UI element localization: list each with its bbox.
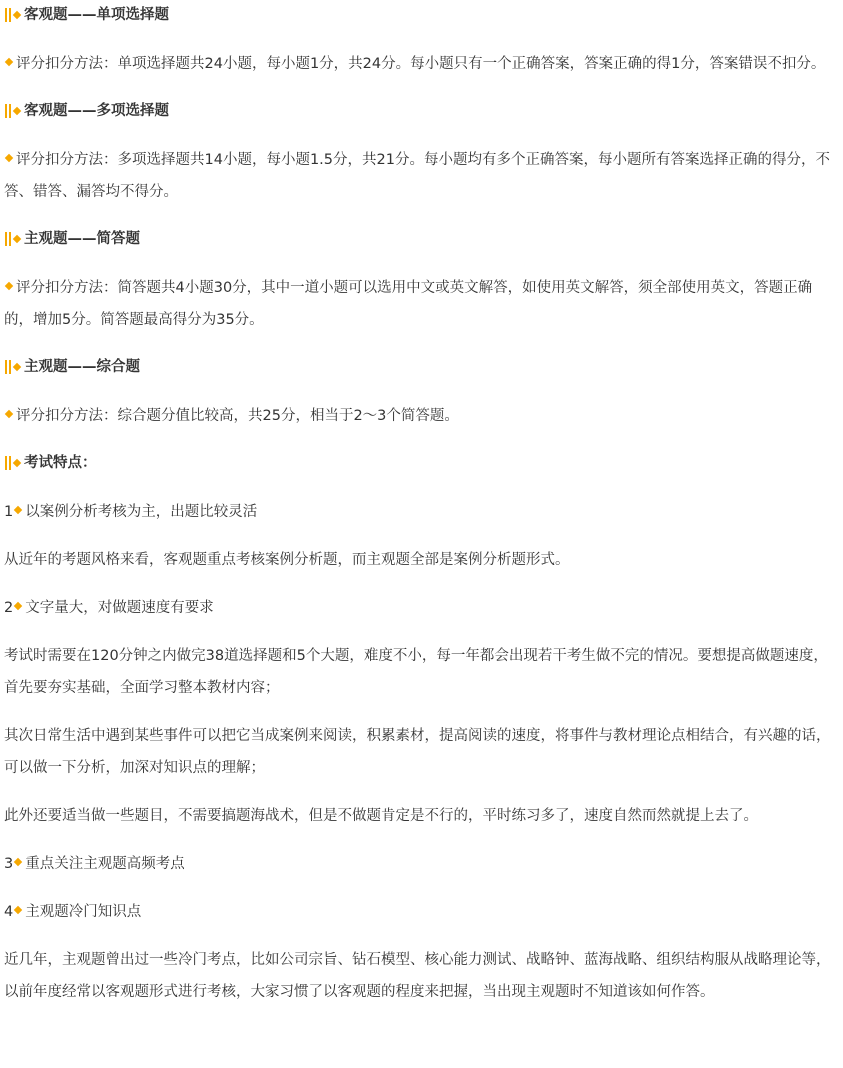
feature-title-text: 文字量大，对做题速度有要求 (25, 600, 214, 616)
heading-marker-icon (4, 455, 22, 471)
section-heading (4, 0, 839, 30)
diamond-bullet-icon (14, 858, 22, 866)
section-heading-text: 客观题——多项选择题 (24, 103, 169, 119)
section-heading-text: 客观题——单项选择题 (24, 7, 169, 23)
heading-marker-icon (4, 359, 22, 375)
feature-title-text: 重点关注主观题高频考点 (25, 856, 185, 872)
heading-marker-icon (4, 231, 22, 247)
section-heading-text: 主观题——综合题 (24, 359, 140, 375)
feature-number: 2 (4, 600, 14, 616)
section-paragraph (4, 272, 839, 336)
section-heading (4, 224, 839, 254)
features-heading-text: 考试特点： (24, 455, 97, 471)
section-heading-text: 主观题——简答题 (24, 231, 140, 247)
section-text: 评分扣分方法：多项选择题共14小题，每小题1.5分，共21分。每小题均有多个正确答案，每小题所有答案选择正确的得分，不答、错答、漏答均不得分。 (4, 152, 830, 200)
feature-title (4, 592, 839, 624)
diamond-bullet-icon (5, 154, 13, 162)
feature-number: 4 (4, 904, 14, 920)
feature-title-text: 以案例分析考核为主，出题比较灵活 (25, 504, 258, 520)
section-text: 评分扣分方法：简答题共4小题30分，其中一道小题可以选用中文或英文解答，如使用英文解答，须全部使用英文，答题正确的，增加5分。简答题最高得分为35分。 (4, 280, 813, 328)
diamond-bullet-icon (14, 602, 22, 610)
section-text: 评分扣分方法：综合题分值比较高，共25分，相当于2～3个简答题。 (16, 408, 459, 424)
diamond-bullet-icon (5, 58, 13, 66)
feature-title (4, 848, 839, 880)
feature-number: 3 (4, 856, 14, 872)
feature-paragraph: 考试时需要在120分钟之内做完38道选择题和5个大题，难度不小，每一年都会出现若干考生做不完的情况。要想提高做题速度，首先要夯实基础，全面学习整本教材内容； (4, 648, 828, 696)
diamond-bullet-icon (5, 410, 13, 418)
diamond-bullet-icon (5, 282, 13, 290)
feature-title-text: 主观题冷门知识点 (25, 904, 142, 920)
section-paragraph (4, 48, 839, 80)
section-heading (4, 96, 839, 126)
section-paragraph (4, 400, 839, 432)
section-heading (4, 352, 839, 382)
feature-paragraph: 此外还要适当做一些题目，不需要搞题海战术，但是不做题肯定是不行的，平时练习多了，速度自然而然就提上去了。 (4, 808, 758, 824)
diamond-bullet-icon (14, 506, 22, 514)
diamond-bullet-icon (14, 906, 22, 914)
feature-paragraph: 其次日常生活中遇到某些事件可以把它当成案例来阅读，积累素材，提高阅读的速度，将事件与教材理论点相结合，有兴趣的话，可以做一下分析，加深对知识点的理解； (4, 728, 831, 776)
feature-title (4, 896, 839, 928)
feature-paragraph: 近几年，主观题曾出过一些冷门考点，比如公司宗旨、钻石模型、核心能力测试、战略钟、蓝海战略、组织结构服从战略理论等，以前年度经常以客观题形式进行考核，大家习惯了以客观题的程度来把握，当出现主观题时不知道该如何作答。 (4, 952, 831, 1000)
feature-title (4, 496, 839, 528)
section-text: 评分扣分方法：单项选择题共24小题，每小题1分，共24分。每小题只有一个正确答案，答案正确的得1分，答案错误不扣分。 (16, 56, 826, 72)
heading-marker-icon (4, 7, 22, 23)
feature-paragraph: 从近年的考题风格来看，客观题重点考核案例分析题，而主观题全部是案例分析题形式。 (4, 552, 570, 568)
section-paragraph (4, 144, 839, 208)
feature-number: 1 (4, 504, 14, 520)
features-heading (4, 448, 839, 478)
heading-marker-icon (4, 103, 22, 119)
